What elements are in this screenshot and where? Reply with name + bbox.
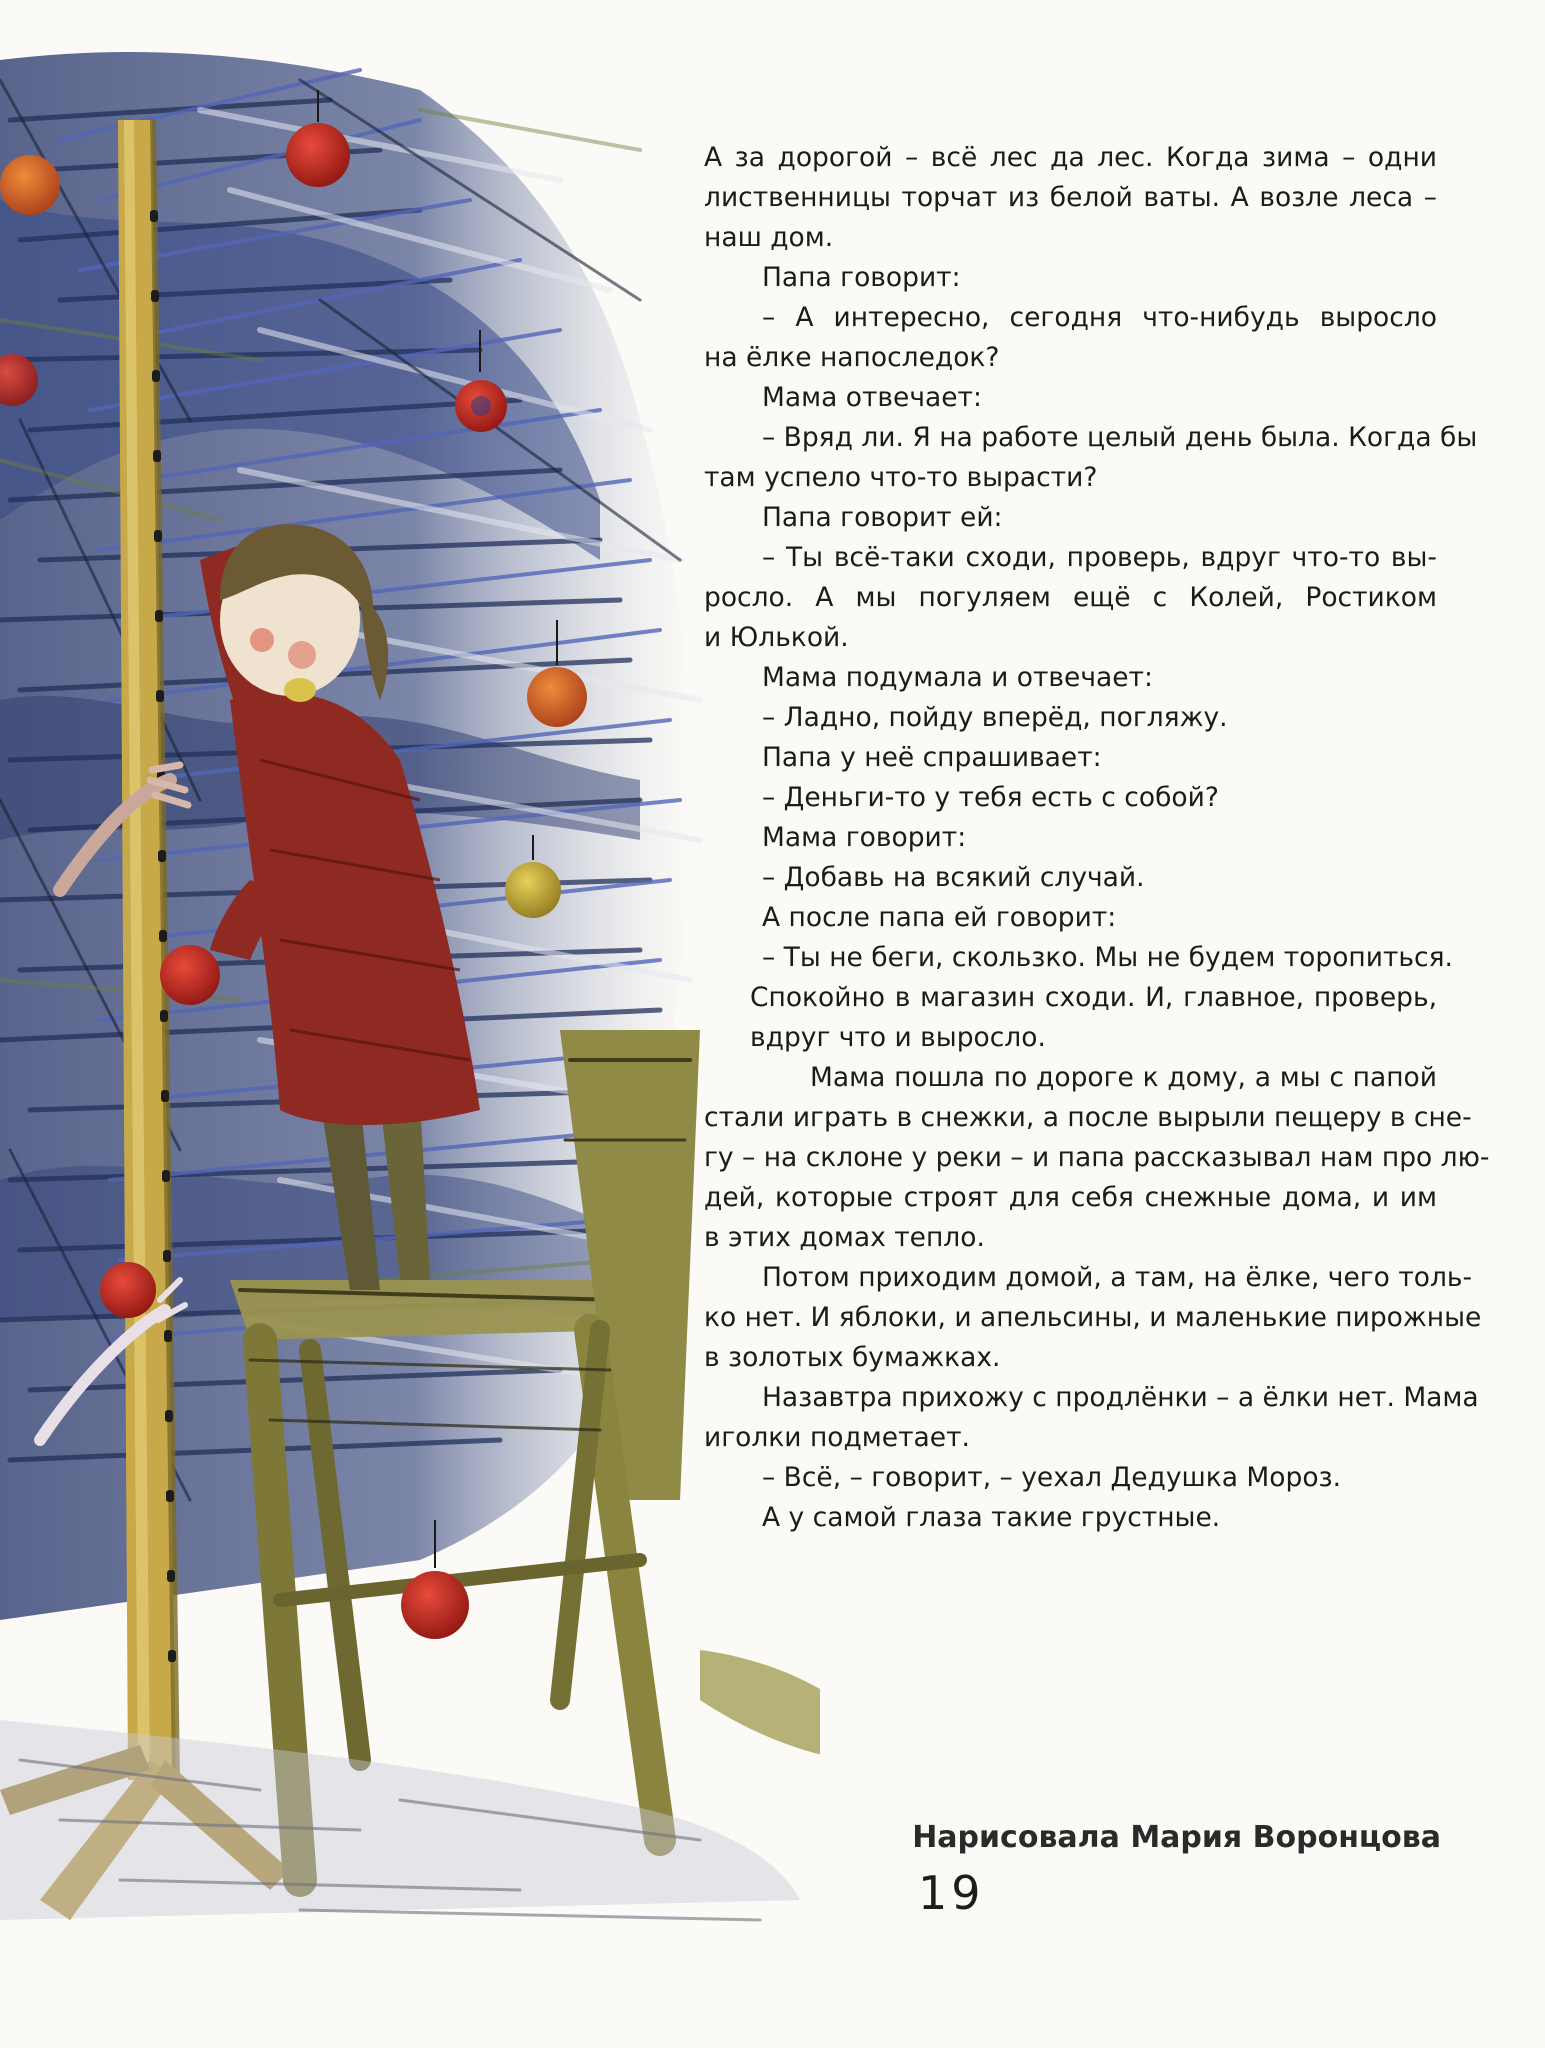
story-line: ко нет. И яблоки, и апельсины, и маленькие пирожные [704, 1302, 1482, 1333]
story-line: росло. А мы погуляем ещё с Колей, Ростиком [704, 582, 1437, 613]
story-line: Мама отвечает: [762, 382, 982, 413]
story-line: Мама говорит: [762, 822, 967, 853]
story-line: там успело что-то вырасти? [704, 462, 1098, 493]
story-line: А после папа ей говорит: [762, 902, 1117, 933]
story-line: Папа у неё спрашивает: [762, 742, 1102, 773]
story-line: на ёлке напоследок? [704, 342, 1000, 373]
story-line: – Вряд ли. Я на работе целый день была. Когда бы [762, 422, 1478, 453]
story-line: – Всё, – говорит, – уехал Дедушка Мороз. [762, 1462, 1342, 1493]
story-line: Папа говорит: [762, 262, 961, 293]
story-line: Папа говорит ей: [762, 502, 1003, 533]
story-line: лиственницы торчат из белой ваты. А возле леса – [704, 182, 1437, 213]
story-line: – Ты не беги, скользко. Мы не будем торопиться. [762, 942, 1453, 973]
story-line: – Деньги-то у тебя есть с собой? [762, 782, 1219, 813]
story-line: – Добавь на всякий случай. [762, 862, 1145, 893]
story-line: Мама пошла по дороге к дому, а мы с папой [810, 1062, 1437, 1093]
story-line: в золотых бумажках. [704, 1342, 1001, 1373]
story-line: Мама подумала и отвечает: [762, 662, 1153, 693]
story-line: – Ладно, пойду вперёд, погляжу. [762, 702, 1228, 733]
story-line: Спокойно в магазин сходи. И, главное, проверь, [750, 982, 1437, 1013]
story-line: вдруг что и выросло. [750, 1022, 1046, 1053]
story-line: гу – на склоне у реки – и папа рассказывал нам про лю- [704, 1142, 1490, 1173]
story-line: А за дорогой – всё лес да лес. Когда зима – одни [704, 142, 1437, 173]
story-line: стали играть в снежки, а после вырыли пещеру в сне- [704, 1102, 1472, 1133]
story-line: – Ты всё-таки сходи, проверь, вдруг что-то вы- [762, 542, 1437, 573]
story-line: Назавтра прихожу с продлёнки – а ёлки нет. Мама [762, 1382, 1479, 1413]
story-line: наш дом. [704, 222, 834, 253]
story-line: иголки подметает. [704, 1422, 970, 1453]
page-number: 19 [918, 1866, 985, 1920]
story-line: и Юлькой. [704, 622, 849, 653]
story-line: дей, которые строят для себя снежные дома, и им [704, 1182, 1437, 1213]
story-text [704, 138, 1490, 1538]
story-line: – А интересно, сегодня что-нибудь выросло [762, 302, 1437, 333]
story-line: в этих домах тепло. [704, 1222, 985, 1253]
illustrator-credit: Нарисовала Мария Воронцова [912, 1820, 1441, 1855]
story-line: Потом приходим домой, а там, на ёлке, чего толь- [762, 1262, 1473, 1293]
floor-strokes [0, 1650, 820, 1920]
story-line: А у самой глаза такие грустные. [762, 1502, 1221, 1533]
